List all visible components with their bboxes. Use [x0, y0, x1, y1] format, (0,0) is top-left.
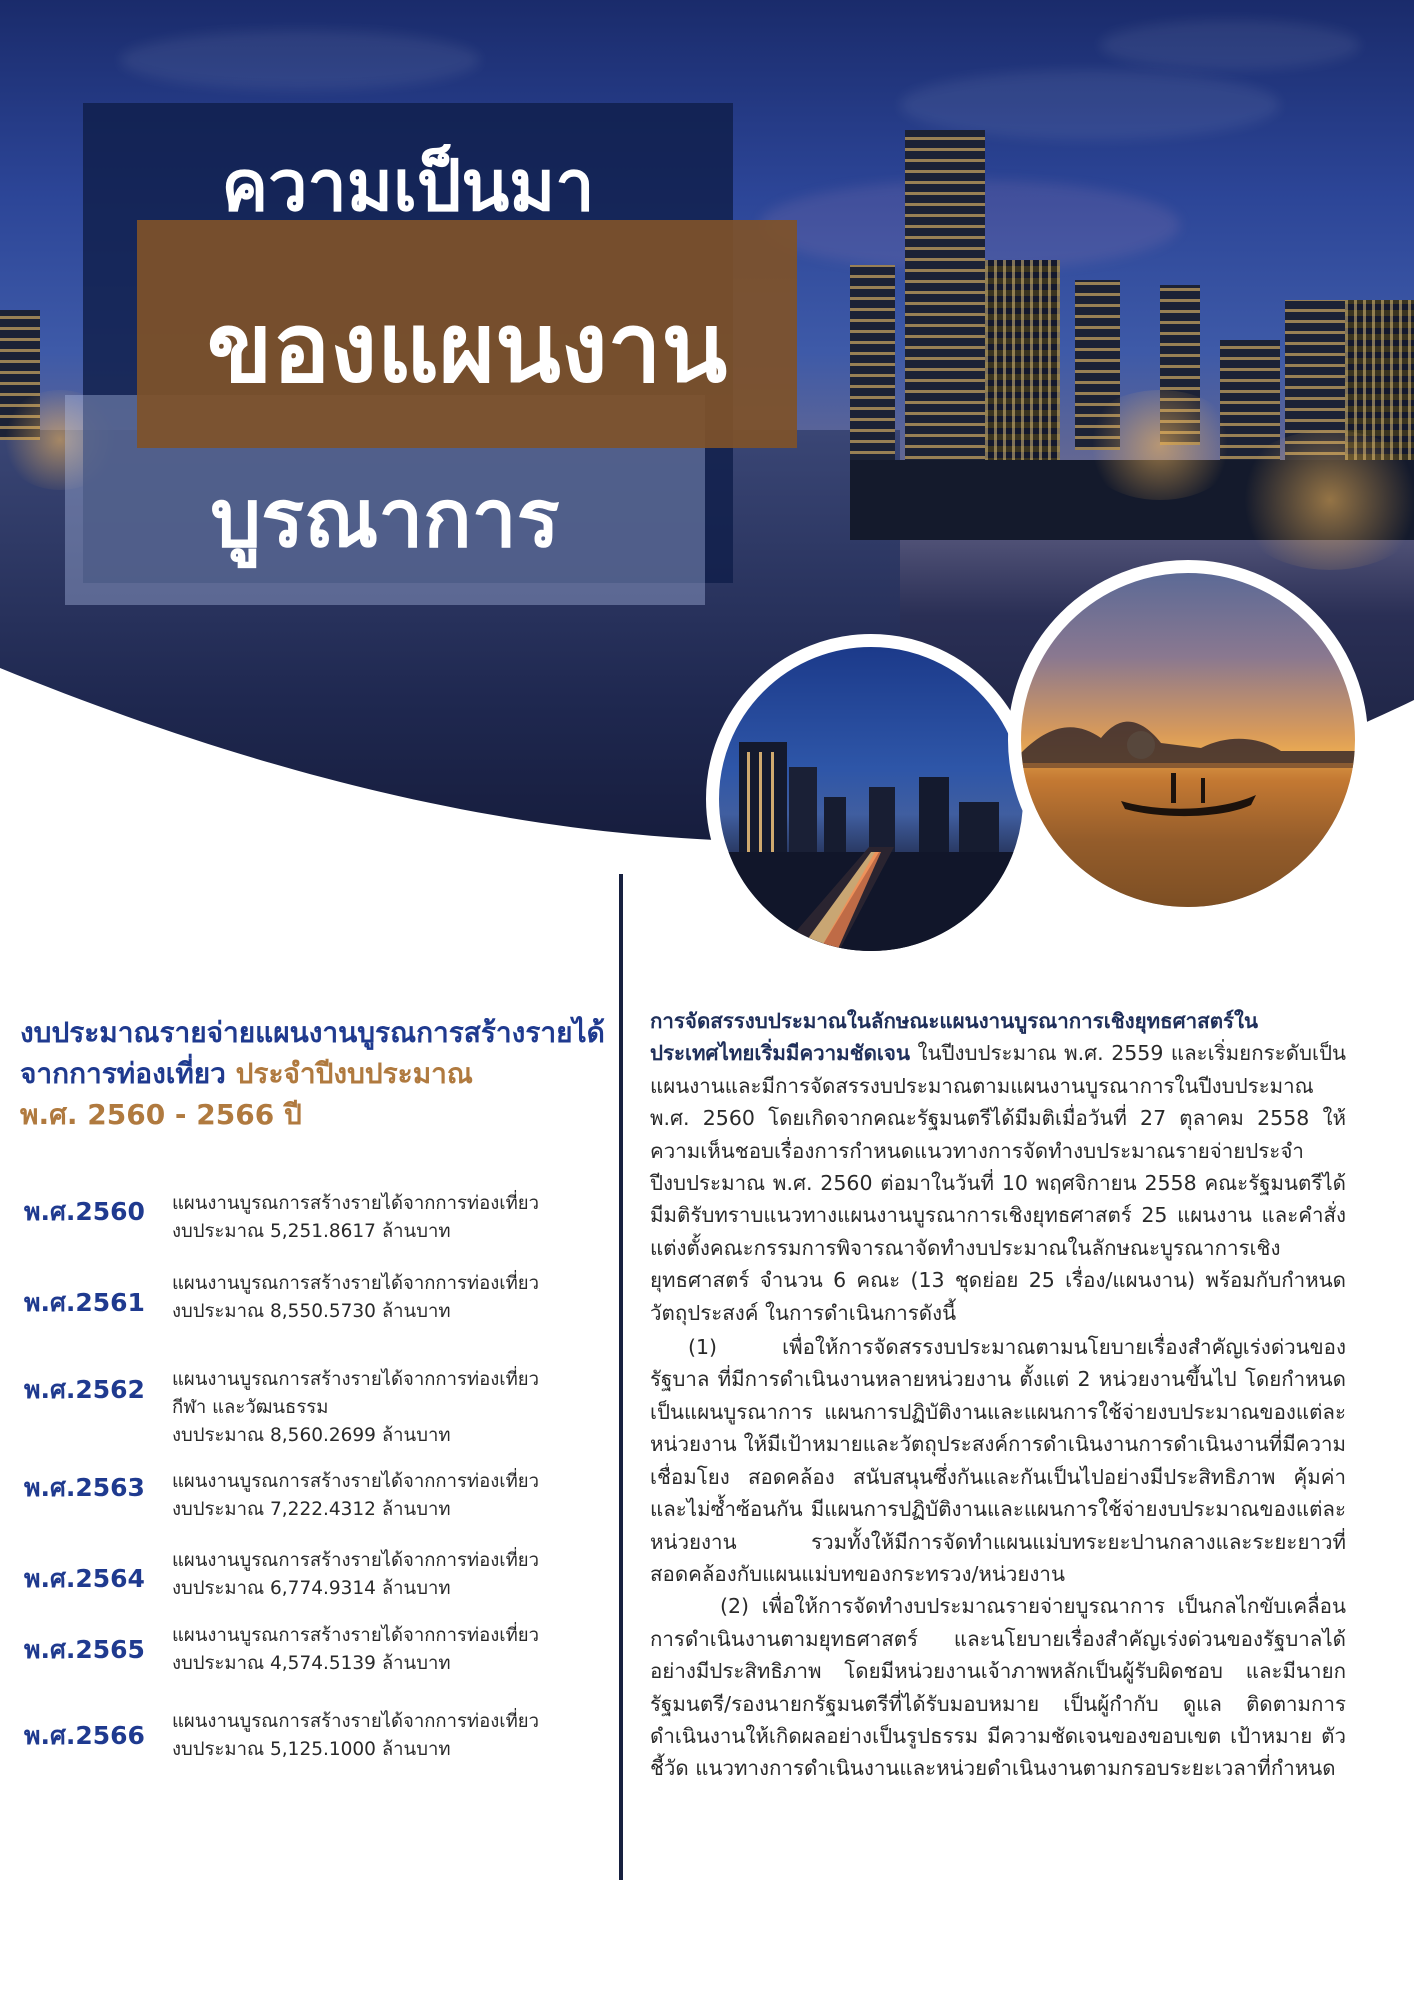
plan-name: แผนงานบูรณการสร้างรายได้จากการท่องเที่ยว	[172, 1193, 540, 1214]
budget-amount: งบประมาณ 6,774.9314 ล้านบาท	[172, 1578, 451, 1599]
plan-name: แผนงานบูรณการสร้างรายได้จากการท่องเที่ยว	[172, 1273, 540, 1294]
year-label-2560: พ.ศ.2560	[24, 1197, 145, 1226]
year-label-2563: พ.ศ.2563	[24, 1473, 145, 1502]
budget-amount: งบประมาณ 5,125.1000 ล้านบาท	[172, 1739, 451, 1760]
year-desc-2561	[172, 1270, 612, 1326]
budget-heading-main: งบประมาณรายจ่ายแผนงานบูรณการสร้างรายได้จากการท่องเที่ยว	[20, 1016, 605, 1090]
plan-name: แผนงานบูรณการสร้างรายได้จากการท่องเที่ยว	[172, 1550, 540, 1571]
year-label-2566: พ.ศ.2566	[24, 1721, 145, 1750]
background-text	[650, 1005, 1346, 1785]
plan-name: แผนงานบูรณการสร้างรายได้จากการท่องเที่ยว	[172, 1711, 540, 1732]
paragraph-intro-body: ในปีงบประมาณ พ.ศ. 2559 และเริ่มยกระดับเป็นแผนงานและมีการจัดสรรงบประมาณตามแผนงานบูรณาการในปีงบประมาณ พ.ศ. 2560 โดยเกิดจากคณะรัฐมนตรีได้มีมติเมื่อวันที่ 27 ตุลาคม 2558 ให้ความเห็นชอบเรื่องการกำหนดแนวทางการจัดทำงบประมาณรายจ่ายประจำปีงบประมาณ พ.ศ. 2560 ต่อมาในวันที่ 10 พฤศจิกายน 2558 คณะรัฐมนตรีได้มีมติรับทราบแนวทางแผนงานบูรณาการเชิงยุทธศาสตร์ 25 แผนงาน และคำสั่งแต่งตั้งคณะกรรมการพิจารณาจัดทำงบประมาณในลักษณะบูรณาการเชิงยุทธศาสตร์ จำนวน 6 คณะ (13 ชุดย่อย 25 เรื่อง/แผนงาน) พร้อมกับกำหนดวัตถุประสงค์ ในการดำเนินการดังนี้	[650, 1041, 1346, 1325]
year-desc-2566	[172, 1708, 612, 1764]
paragraph-objective-2: (2) เพื่อให้การจัดทำงบประมาณรายจ่ายบูรณาการ เป็นกลไกขับเคลื่อนการดำเนินงานตามยุทธศาสตร์ และนโยบายเรื่องสำคัญเร่งด่วนของรัฐบาลได้อย่างมีประสิทธิภาพ โดยมีหน่วยงานเจ้าภาพหลักเป็นผู้รับผิดชอบ และมีนายกรัฐมนตรี/รองนายกรัฐมนตรีที่ได้รับมอบหมาย เป็นผู้กำกับ ดูแล ติดตามการดำเนินงานให้เกิดผลอย่างเป็นรูปธรรม มีความชัดเจนของขอบเขต เป้าหมาย ตัวชี้วัด แนวทางการดำเนินงานและหน่วยดำเนินงานตามกรอบระยะเวลาที่กำหนด	[650, 1594, 1346, 1781]
budget-amount: งบประมาณ 8,550.5730 ล้านบาท	[172, 1301, 451, 1322]
year-desc-2562	[172, 1366, 612, 1450]
year-label-2565: พ.ศ.2565	[24, 1635, 145, 1664]
budget-amount: งบประมาณ 5,251.8617 ล้านบาท	[172, 1221, 451, 1242]
title-line-2: ของแผนงาน	[206, 292, 728, 404]
year-label-2562: พ.ศ.2562	[24, 1375, 145, 1404]
circle-photo-sunset-boat	[1008, 560, 1368, 920]
budget-amount: งบประมาณ 4,574.5139 ล้านบาท	[172, 1653, 451, 1674]
paragraph-objective-1: (1) เพื่อให้การจัดสรรงบประมาณตามนโยบายเรื่องสำคัญเร่งด่วนของรัฐบาล ที่มีการดำเนินงานหลายหน่วยงาน ตั้งแต่ 2 หน่วยงานขึ้นไป โดยกำหนดเป็นแผนบูรณาการ แผนการปฏิบัติงานและแผนการใช้จ่ายงบประมาณของแต่ละหน่วยงาน ให้มีเป้าหมายและวัตถุประสงค์การดำเนินงานการดำเนินงานที่มีความเชื่อมโยง สอดคล้อง สนับสนุนซึ่งกันและกันเป็นไปอย่างมีประสิทธิภาพ คุ้มค่าและไม่ซ้ำซ้อนกัน มีแผนการปฏิบัติงานและแผนการใช้จ่ายงบประมาณของแต่ละหน่วยงาน รวมทั้งให้มีการจัดทำแผนแม่บทระยะปานกลางและระยะยาวที่สอดคล้องกับแผนแม่บทของกระทรวง/หน่วยงาน	[650, 1335, 1346, 1586]
title-line-3: บูรณาการ	[210, 472, 560, 565]
year-label-2564: พ.ศ.2564	[24, 1564, 145, 1593]
year-desc-2563	[172, 1468, 612, 1524]
paragraph-intro-lead: การจัดสรรงบประมาณในลักษณะแผนงานบูรณาการเชิงยุทธศาสตร์ในประเทศไทยเริ่มมีความชัดเจน	[650, 1009, 1259, 1066]
year-desc-2565	[172, 1622, 612, 1678]
year-desc-2560	[172, 1190, 612, 1246]
budget-heading-years: พ.ศ. 2560 - 2566 ปี	[20, 1098, 302, 1131]
budget-amount: งบประมาณ 7,222.4312 ล้านบาท	[172, 1499, 451, 1520]
title-line-1: ความเป็นมา	[221, 145, 595, 227]
plan-name: แผนงานบูรณการสร้างรายได้จากการท่องเที่ยว	[172, 1625, 540, 1646]
column-divider	[619, 874, 623, 1880]
year-desc-2564	[172, 1547, 612, 1603]
plan-name: แผนงานบูรณการสร้างรายได้จากการท่องเที่ยว	[172, 1471, 540, 1492]
year-label-2561: พ.ศ.2561	[24, 1288, 145, 1317]
budget-amount: งบประมาณ 8,560.2699 ล้านบาท	[172, 1425, 451, 1446]
budget-heading	[20, 1012, 610, 1135]
paragraph-intro	[650, 1005, 1346, 1329]
plan-name-cont: กีฬา และวัฒนธรรม	[172, 1397, 329, 1418]
budget-heading-fiscal: ประจำปีงบประมาณ	[235, 1057, 473, 1090]
circle-photo-city-highway	[706, 634, 1036, 964]
plan-name: แผนงานบูรณการสร้างรายได้จากการท่องเที่ยว	[172, 1369, 540, 1390]
